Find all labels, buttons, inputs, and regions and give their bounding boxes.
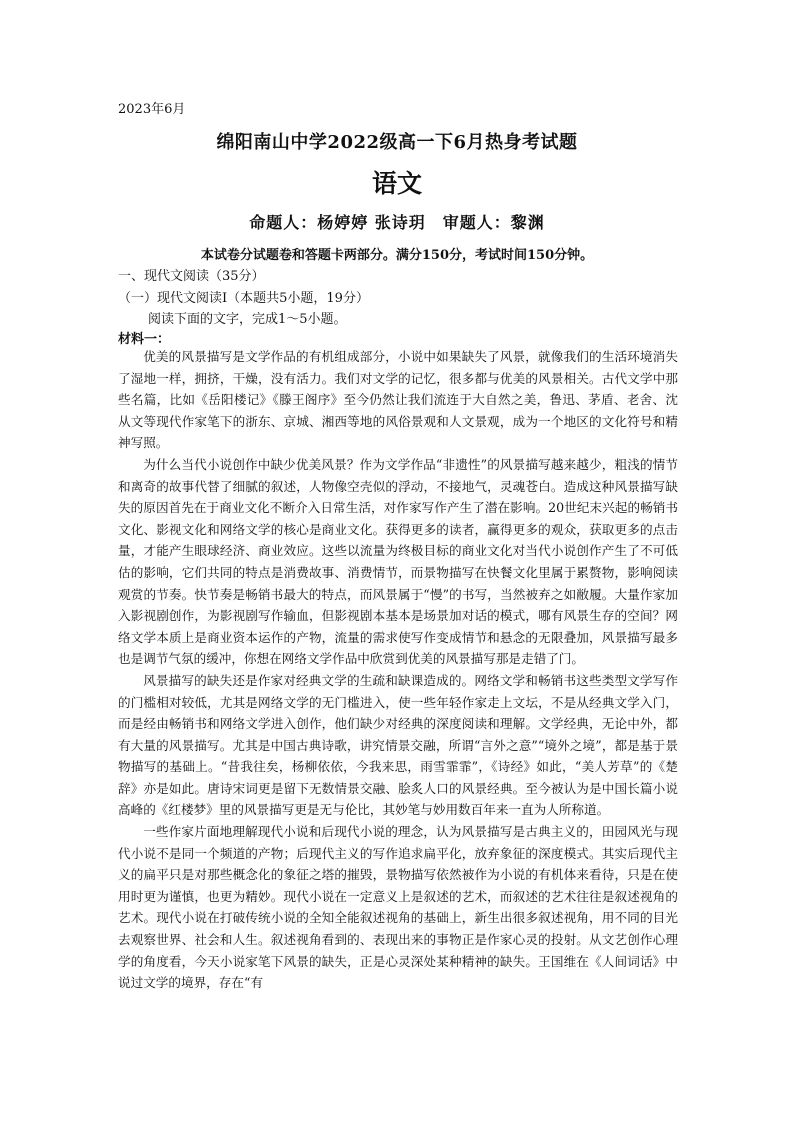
reading-instruction: 阅读下面的文字，完成1～5小题。 bbox=[148, 312, 347, 327]
section-heading: 一、现代文阅读（35分） bbox=[118, 269, 265, 284]
exam-notice: 本试卷分试题卷和答题卡两部分。满分150分，考试时间150分钟。 bbox=[200, 248, 594, 263]
paragraph: 优美的风景描写是文学作品的有机组成部分，小说中如果缺失了风景，就像我们的生活环境消失了湿地一样，拥挤，干燥，没有活力。我们对文学的记忆，很多都与优美的风景相关。古代文学中那些名篇，比如《岳阳楼记》《滕王阁序》至今仍然让我们流连于大自然之美，鲁迅、茅盾、老舍、沈从文等现代作家笔下的浙东、京城、湘西等地的风俗景观和人文景观，成为一个地区的文化符号和精神写照。 bbox=[118, 349, 678, 451]
article-body bbox=[118, 346, 678, 994]
paragraph: 风景描写的缺失还是作家对经典文学的生疏和缺课造成的。网络文学和畅销书这些类型文学写作的门槛相对较低，尤其是网络文学的无门槛进入，使一些年轻作家走上文坛，不是从经典文学入门，而是经由畅销书和网络文学进入创作，他们缺少对经典的深度阅读和理解。文学经典，无论中外，都有大量的风景描写。尤其是中国古典诗歌，讲究情景交融，所谓“言外之意”“境外之境”，都是基于景物描写的基础上。“昔我往矣，杨柳依依，今我来思，雨雪霏霏”，《诗经》如此，“美人芳草”的《楚辞》亦是如此。唐诗宋词更是留下无数情景交融、脍炙人口的风景经典。至今被认为是中国长篇小说高峰的《红楼梦》里的风景描写更是无与伦比，其妙笔与妙用数百年来一直为人所称道。 bbox=[118, 672, 678, 818]
paragraph: 为什么当代小说创作中缺少优美风景？作为文学作品“非遗性”的风景描写越来越少，粗浅的情节和离奇的故事代替了细腻的叙述，人物像空壳似的浮动，不接地气，灵魂苍白。造成这种风景描写缺失的原因首先在于商业文化不断介入日常生活，对作家写作产生了潜在影响。20世纪末兴起的畅销书文化、影视文化和网络文学的核心是商业文化。获得更多的读者，赢得更多的观众，获取更多的点击量，才能产生眼球经济、商业效应。这些以流量为终极目标的商业文化对当代小说创作产生了不可低估的影响，它们共同的特点是消费故事、消费情节，而景物描写在快餐文化里属于累赘物，影响阅读观赏的节奏。快节奏是畅销书最大的特点，而风景属于“慢”的书写，当然被弃之如敝履。大量作家加入影视剧创作，为影视剧写作输血，但影视剧本基本是场景加对话的模式，哪有风景生存的空间？网络文学本质上是商业资本运作的产物，流量的需求使写作变成情节和悬念的无限叠加，风景描写最多也是调节气氛的缓冲，你想在网络文学作品中欣赏到优美的风景描写那是走错了门。 bbox=[118, 456, 678, 667]
subject-title: 语文 bbox=[371, 169, 422, 198]
paragraph: 一些作家片面地理解现代小说和后现代小说的理念，认为风景描写是古典主义的，田园风光与现代小说不是同一个频道的产物；后现代主义的写作追求扁平化，放弃象征的深度模式。其实后现代主义的扁平只是对那些概念化的象征之塔的摧毁，景物描写依然被作为小说的有机体来看待，只是在使用时更为谨慎，也更为精妙。现代小说在一定意义上是叙述的艺术，而叙述的艺术往往是叙述视角的艺术。现代小说在打破传统小说的全知全能叙述视角的基础上，新生出很多叙述视角，用不同的目光去观察世界、社会和人生。叙述视角看到的、表现出来的事物正是作家心灵的投射。从文艺创作心理学的角度看，今天小说家笔下风景的缺失，正是心灵深处某种精神的缺失。王国维在《人间词话》中说过文学的境界，存在“有 bbox=[118, 824, 678, 991]
authors-line: 命题人：杨婷婷 张诗玥 审题人：黎渊 bbox=[249, 213, 545, 232]
subsection-heading: （一）现代文阅读Ⅰ（本题共5小题，19分） bbox=[118, 291, 369, 306]
exam-date: 2023年6月 bbox=[118, 102, 186, 117]
exam-title: 绵阳南山中学2022级高一下6月热身考试题 bbox=[216, 132, 578, 153]
material-label: 材料一： bbox=[118, 332, 171, 347]
